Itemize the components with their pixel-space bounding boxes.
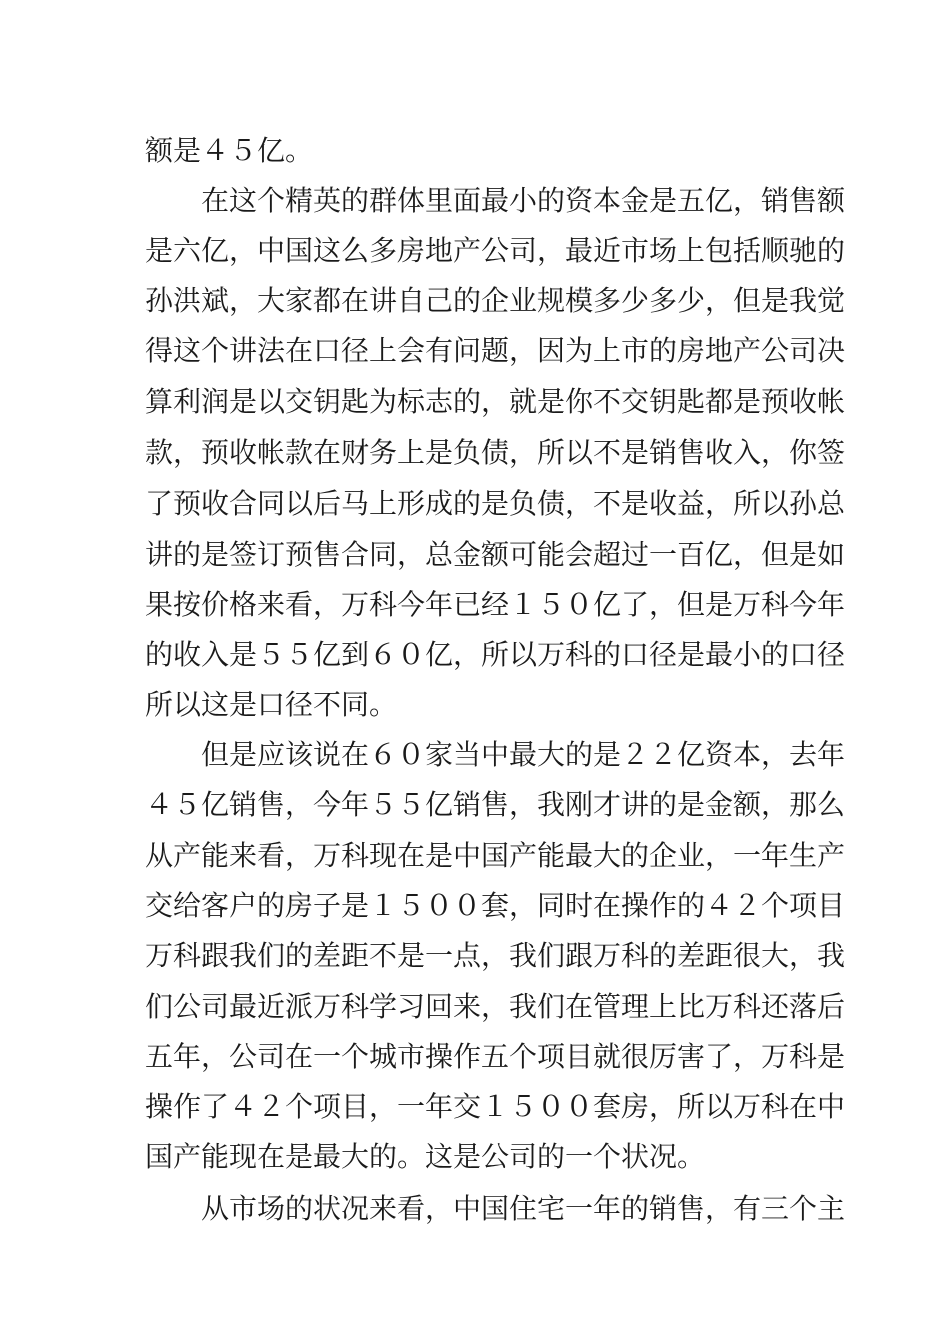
text-line: 操作了４２个项目，一年交１５００套房，所以万科在中 (145, 1090, 846, 1123)
text-line: ４５亿销售，今年５５亿销售，我刚才讲的是金额，那么 (145, 788, 846, 821)
text-line: 从产能来看，万科现在是中国产能最大的企业，一年生产 (145, 839, 846, 872)
text-line: 讲的是签订预售合同，总金额可能会超过一百亿，但是如 (145, 538, 846, 571)
text-line: 果按价格来看，万科今年已经１５０亿了，但是万科今年 (145, 588, 846, 621)
text-line: 算利润是以交钥匙为标志的，就是你不交钥匙都是预收帐 (145, 385, 846, 418)
text-line: 五年，公司在一个城市操作五个项目就很厉害了，万科是 (145, 1040, 846, 1073)
text-line: 国产能现在是最大的。这是公司的一个状况。 (145, 1140, 706, 1173)
text-line: 交给客户的房子是１５００套，同时在操作的４２个项目 (145, 889, 846, 922)
text-line: 款，预收帐款在财务上是负债，所以不是销售收入，你签 (145, 436, 846, 469)
text-line: 了预收合同以后马上形成的是负债，不是收益，所以孙总 (145, 487, 846, 520)
text-line: 们公司最近派万科学习回来，我们在管理上比万科还落后 (145, 990, 846, 1023)
text-line: 额是４５亿。 (145, 134, 314, 167)
text-line: 万科跟我们的差距不是一点，我们跟万科的差距很大，我 (145, 939, 846, 972)
paragraph-first-line: 但是应该说在６０家当中最大的是２２亿资本，去年 (201, 738, 846, 771)
text-line: 的收入是５５亿到６０亿，所以万科的口径是最小的口径 (145, 638, 846, 671)
paragraph-first-line: 从市场的状况来看，中国住宅一年的销售，有三个主 (201, 1192, 846, 1225)
paragraph-first-line: 在这个精英的群体里面最小的资本金是五亿，销售额 (201, 184, 846, 217)
text-line: 得这个讲法在口径上会有问题，因为上市的房地产公司决 (145, 334, 846, 367)
text-line: 所以这是口径不同。 (145, 688, 398, 721)
text-line: 是六亿，中国这么多房地产公司，最近市场上包括顺驰的 (145, 234, 846, 267)
text-line: 孙洪斌，大家都在讲自己的企业规模多少多少，但是我觉 (145, 284, 846, 317)
